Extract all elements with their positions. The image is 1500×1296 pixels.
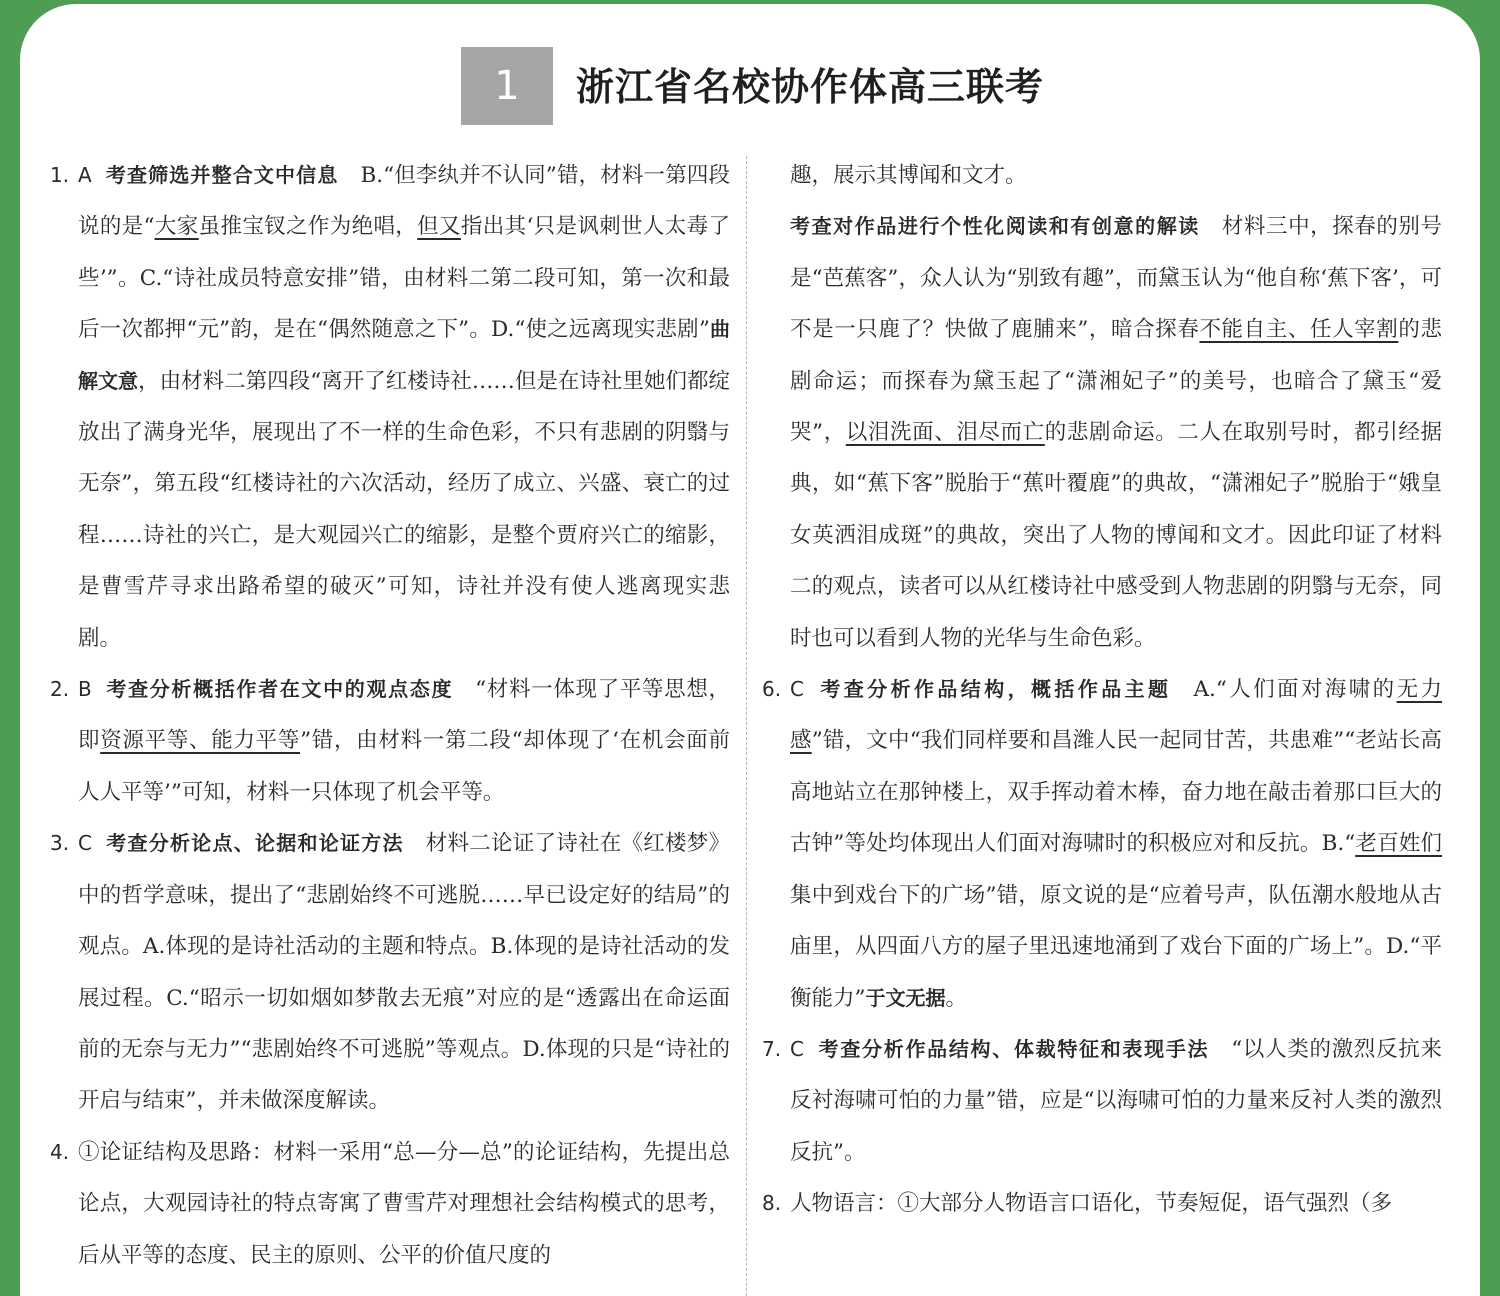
item-answer: C — [790, 677, 804, 702]
item-text: 。 — [945, 985, 968, 1011]
emphasis-text: 于文无据 — [865, 985, 946, 1010]
answer-item-2 — [50, 664, 730, 818]
left-column — [50, 150, 730, 1281]
item-number: 6. — [762, 677, 782, 702]
item-number: 8. — [762, 1191, 782, 1216]
section-number-badge: 1 — [461, 47, 553, 125]
answer-item-1 — [50, 150, 730, 664]
item-text: 集中到戏台下的广场”错，原文说的是“应着号声，队伍潮水般地从古庙里，从四面八方的屋子里迅速地涌到了戏台下面的广场上”。D.“平衡能力” — [790, 882, 1442, 1011]
item-text: 材料二论证了诗社在《红楼梦》中的哲学意味，提出了“悲剧始终不可逃脱……早已设定好的结局”的观点。A.体现的是诗社活动的主题和特点。B.体现的是诗社活动的发展过程。C.“昭示一切如烟如梦散去无痕”对应的是“透露出在命运面前的无奈与无力”“悲剧始终不可逃脱”等观点。D.体现的只是“诗社的开启与结束”，并未做深度解读。 — [78, 831, 730, 1114]
item-tag: 考查分析作品结构、体裁特征和表现手法 — [817, 1036, 1210, 1061]
underlined-text: 资源平等、能力平等 — [100, 728, 301, 754]
item-number: 2. — [50, 677, 70, 702]
item-text: “以人类的激烈反抗来反衬海啸可怕的力量”错，应是“以海啸可怕的力量来反衬人类的激烈反抗”。 — [790, 1036, 1443, 1165]
continued-text: 趣，展示其博闻和文才。 — [790, 163, 1027, 188]
item-text: 材料三中，探春的别号是“芭蕉客”，众人认为“别致有趣”，而黛玉认为“他自称‘蕉下客’，可不是一只鹿了？快做了鹿脯来”，暗合探春 — [790, 214, 1442, 343]
answer-item-8 — [762, 1178, 1442, 1229]
item-tag: 考查分析作品结构，概括作品主题 — [817, 677, 1172, 702]
item-number: 7. — [762, 1036, 782, 1061]
item-text: 的悲剧命运；而探春为黛玉起了“潇湘妃子”的美号，也暗合了黛玉“爱哭”， — [790, 317, 1442, 446]
item-number: 4. — [50, 1139, 70, 1164]
answer-item-5-part — [762, 201, 1442, 664]
item-tag: 考查分析论点、论据和论证方法 — [105, 831, 404, 856]
item-tag: 考查对作品进行个性化阅读和有创意的解读 — [790, 214, 1200, 239]
emphasis-text: 曲解文意 — [78, 317, 730, 393]
item-answer: A — [78, 163, 92, 187]
section-header — [20, 4, 1480, 134]
answer-item-3 — [50, 818, 730, 1126]
answer-item-4 — [50, 1127, 730, 1281]
item-number: 1. — [50, 163, 70, 187]
item-text: ”错，文中“我们同样要和昌潍人民一起同甘苦，共患难”“老站长高高地站立在那钟楼上，双手挥动着木棒，奋力地在敲击着那口巨大的古钟”等处均体现出人们面对海啸时的积极应对和反抗。B.“ — [790, 728, 1442, 857]
answer-item-7 — [762, 1024, 1442, 1178]
item-text: 的悲剧命运。二人在取别号时，都引经据典，如“蕉下客”脱胎于“蕉叶覆鹿”的典故，“潇湘妃子”脱胎于“娥皇女英洒泪成斑”的典故，突出了人物的博闻和文才。因此印证了材料二的观点，读者可以从红楼诗社中感受到人物悲剧的阴翳与无奈，同时也可以看到人物的光华与生命色彩。 — [790, 420, 1442, 651]
item-answer: B — [78, 677, 92, 702]
item-answer: C — [790, 1036, 804, 1061]
item-text: 指出其‘只是讽刺世人太毒了些’”。C.“诗社成员特意安排”错，由材料二第二段可知，第一次和最后一次都押“元”韵，是在“偶然随意之下”。D.“使之远离现实悲剧” — [78, 214, 730, 343]
item-text: A.“人们面对海啸的 — [1193, 677, 1397, 703]
item-number: 3. — [50, 831, 70, 856]
item-text: ”错，由材料一第二段“却体现了‘在机会面前人人平等’”可知，材料一只体现了机会平等。 — [78, 728, 730, 805]
underlined-text: 不能自主、任人宰割 — [1199, 317, 1399, 343]
item-tag: 考查筛选并整合文中信息 — [105, 163, 339, 187]
item-text: 虽推宝钗之作为绝唱， — [198, 214, 418, 240]
section-title: 浙江省名校协作体高三联考 — [576, 64, 1045, 109]
underlined-text: 以泪洗面、泪尽而亡 — [845, 420, 1045, 446]
item-answer: C — [78, 831, 92, 856]
answer-item-6 — [762, 664, 1442, 1024]
answer-sheet — [20, 4, 1480, 1296]
item-text: ①论证结构及思路：材料一采用“总—分—总”的论证结构，先提出总论点，大观园诗社的特点寄寓了曹雪芹对理想社会结构模式的思考，后从平等的态度、民主的原则、公平的价值尺度的 — [78, 1139, 730, 1268]
right-column — [762, 150, 1442, 1230]
column-divider — [746, 156, 747, 1296]
item-text: 人物语言：①大部分人物语言口语化，节奏短促，语气强烈（多 — [790, 1191, 1393, 1217]
item-tag: 考查分析概括作者在文中的观点态度 — [105, 677, 454, 702]
underlined-text: 老百姓们 — [1355, 831, 1442, 857]
underlined-text: 大家 — [154, 214, 199, 240]
item-text: ，由材料二第四段“离开了红楼诗社……但是在诗社里她们都绽放出了满身光华，展现出了不一样的生命色彩，不只有悲剧的阴翳与无奈”，第五段“红楼诗社的六次活动，经历了成立、兴盛、衰亡的过程……诗社的兴亡，是大观园兴亡的缩影，是整个贾府兴亡的缩影，是曹雪芹寻求出路希望的破灭”可知，诗社并没有使人逃离现实悲剧。 — [78, 368, 731, 651]
underlined-text: 无力感 — [790, 677, 1442, 754]
underlined-text: 但又 — [417, 214, 461, 240]
item-text: B.“但李纨并不认同”错，材料一第四段说的是“ — [78, 163, 730, 240]
item-text: “材料一体现了平等思想，即 — [78, 677, 731, 754]
